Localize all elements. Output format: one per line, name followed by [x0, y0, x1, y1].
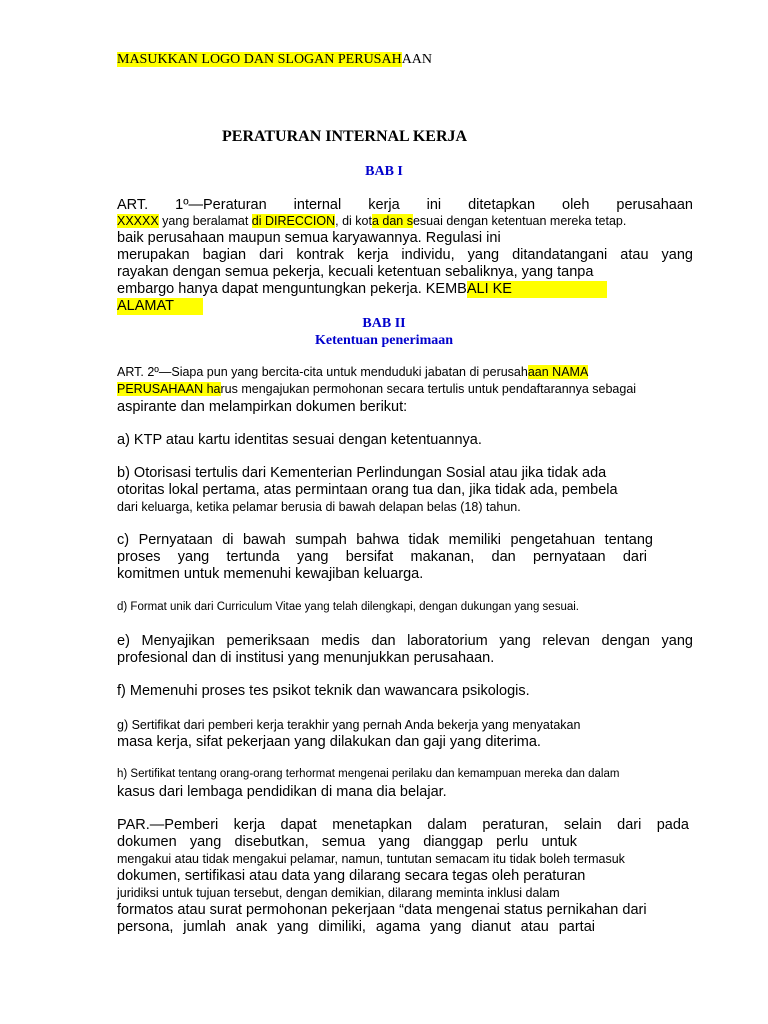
item-d: d) Format unik dari Curriculum Vitae yang telah dilengkapi, dengan dukungan yang sesuai. [117, 601, 579, 613]
item-c-line-1: c) Pernyataan di bawah sumpah bahwa tidak memiliki pengetahuan tentang [117, 532, 653, 548]
art1-line-5: rayakan dengan semua pekerja, kecuali ketentuan sebaliknya, yang tanpa [117, 264, 594, 280]
item-b-line-1: b) Otorisasi tertulis dari Kementerian Perlindungan Sosial atau jika tidak ada [117, 465, 607, 481]
art2-line-3: aspirante dan melampirkan dokumen berikut: [117, 399, 408, 415]
art1-line-4: merupakan bagian dari kontrak kerja individu, yang ditandatangani atau yang [117, 247, 693, 263]
chapter-subheading-2: Ketentuan penerimaan [314, 333, 454, 348]
par-line-1: PAR.—Pemberi kerja dapat menetapkan dalam peraturan, selain dari pada [117, 817, 689, 833]
par-line-7: persona, jumlah anak yang dimiliki, agama yang dianut atau partai [117, 919, 595, 935]
art2-line-2: PERUSAHAAN harus mengajukan permohonan secara tertulis untuk pendaftarannya sebagai [117, 382, 637, 396]
item-f: f) Memenuhi proses tes psikot teknik dan wawancara psikologis. [117, 683, 530, 699]
item-h-line-2: kasus dari lembaga pendidikan di mana dia belajar. [117, 784, 447, 800]
art1-line-6: embargo hanya dapat menguntungkan pekerja. KEMBALI KE [117, 281, 693, 298]
art1-line-2: XXXXX yang beralamat di DIRECCION, di kota dan sesuai dengan ketentuan mereka tetap. [117, 214, 627, 228]
par-line-6: formatos atau surat permohonan pekerjaan “data mengenai status pernikahan dari [117, 902, 647, 918]
item-h-line-1: h) Sertifikat tentang orang-orang terhormat mengenai perilaku dan kemampuan mereka dan dalam [117, 768, 620, 780]
item-c-line-2: proses yang tertunda yang bersifat makanan, dan pernyataan dari [117, 549, 647, 565]
logo-placeholder: MASUKKAN LOGO DAN SLOGAN PERUSAHAAN [117, 52, 433, 67]
item-b-line-2: otoritas lokal pertama, atas permintaan orang tua dan, jika tidak ada, pembela [117, 482, 618, 498]
art1-line-3: baik perusahaan maupun semua karyawannya. Regulasi ini [117, 230, 501, 246]
item-c-line-3: komitmen untuk memenuhi kewajiban keluarga. [117, 566, 424, 582]
par-line-3: mengakui atau tidak mengakui pelamar, namun, tuntutan semacam itu tidak boleh termasuk [117, 852, 625, 866]
par-line-2: dokumen yang disebutkan, semua yang dianggap perlu untuk [117, 834, 577, 850]
page-title: PERATURAN INTERNAL KERJA [222, 128, 468, 145]
item-g-line-2: masa kerja, sifat pekerjaan yang dilakukan dan gaji yang diterima. [117, 734, 541, 750]
art1-line-1: ART. 1º—Peraturan internal kerja ini ditetapkan oleh perusahaan [117, 197, 693, 213]
item-e-line-2: profesional dan di institusi yang menunjukkan perusahaan. [117, 650, 495, 666]
item-b-line-3: dari keluarga, ketika pelamar berusia di bawah delapan belas (18) tahun. [117, 500, 521, 514]
item-e-line-1: e) Menyajikan pemeriksaan medis dan laboratorium yang relevan dengan yang [117, 633, 693, 649]
item-g-line-1: g) Sertifikat dari pemberi kerja terakhir yang pernah Anda bekerja yang menyatakan [117, 718, 581, 732]
par-line-4: dokumen, sertifikasi atau data yang dilarang secara tegas oleh peraturan [117, 868, 586, 884]
par-line-5: juridiksi untuk tujuan tersebut, dengan demikian, dilarang meminta inklusi dalam [117, 886, 560, 900]
chapter-heading-2: BAB II [362, 316, 406, 331]
chapter-heading-1: BAB I [365, 164, 403, 179]
art1-line-7: ALAMAT [117, 298, 693, 315]
item-a: a) KTP atau kartu identitas sesuai dengan ketentuannya. [117, 432, 482, 448]
art2-line-1: ART. 2º—Siapa pun yang bercita-cita untuk menduduki jabatan di perusahaan NAMA [117, 365, 589, 379]
